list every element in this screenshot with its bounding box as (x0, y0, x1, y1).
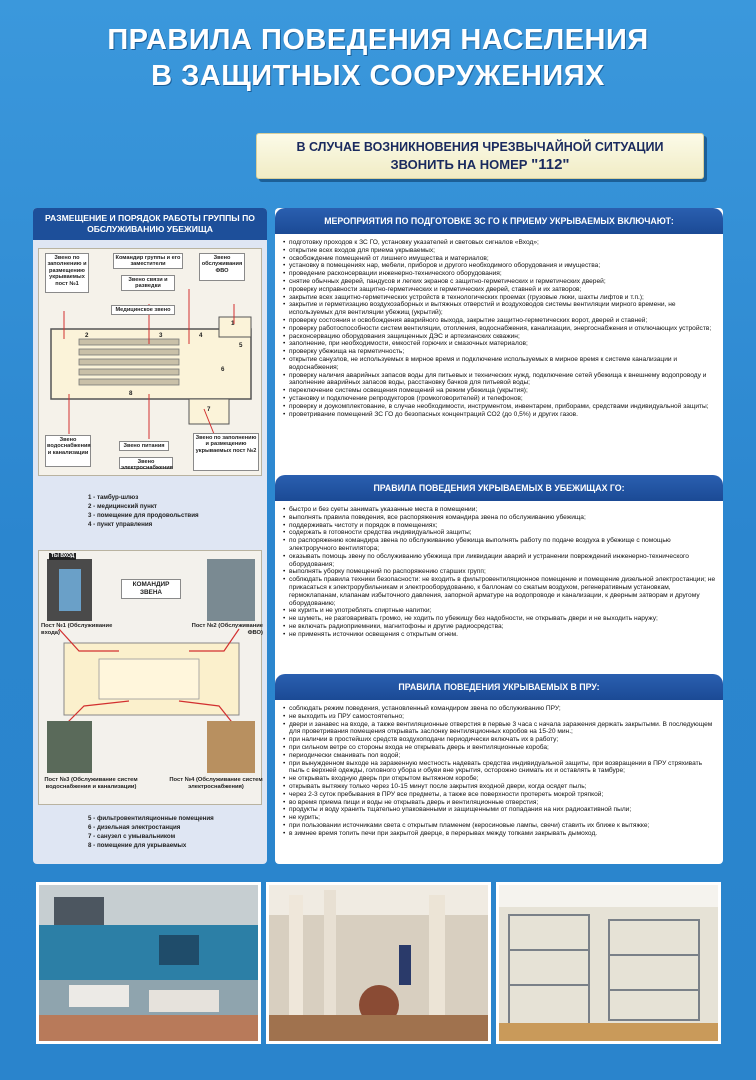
title-line-1: ПРАВИЛА ПОВЕДЕНИЯ НАСЕЛЕНИЯ (107, 24, 649, 56)
list-item: • открытие всех входов для приема укрываемых; (283, 247, 719, 255)
photo-classroom-image (39, 885, 258, 1041)
legend1-item: 1 - тамбур-шлюз (88, 494, 139, 501)
list-item: • проверку наличия аварийных запасов воды для питьевых и технических нужд, подключение сетей убежища к внешнему водопроводу и заполнение аварийных запасов воды, расстановку бачков для питьевой воды; (283, 372, 719, 388)
list-item: • по распоряжению командира звена по обслуживанию убежища выполнять работу по подаче воздуха в убежище с помощью электроручного вентилятора; (283, 537, 719, 553)
plan-number-1: 1 (231, 320, 235, 327)
list-item: • переключение системы освещения помещений на режим убежища (укрытия); (283, 387, 719, 395)
list-item: • расконсервацию оборудования защищенных ДЭС и артезианских скважин; (283, 333, 719, 341)
list-item: • в зимнее время топить печи при закрытой дверце, в перерывах между топками закрывать дымоход. (283, 830, 719, 838)
list-item: • закрытие всех защитно-герметических устройств в технологических проемах (грузовые люки, шахты лифтов и т.п.); (283, 294, 719, 302)
legend2-item: 5 - фильтровентиляционные помещения (88, 815, 214, 822)
photo-bunks (496, 882, 721, 1044)
plan-number-2: 2 (85, 332, 89, 339)
post-2-label: Пост №2 (Обслуживание ФВО) (191, 623, 263, 636)
box-commander: Командир группы и его заместители (113, 253, 183, 269)
plan-number-7: 7 (207, 406, 211, 413)
box-fvo: Звено обслуживания ФВО (199, 253, 245, 281)
list-item: • установку в помещениях нар, мебели, приборов и другого необходимого оборудования и имущества; (283, 262, 719, 270)
list-item: • закрытие и герметизацию воздухозаборных и вытяжных отверстий и воздуховодов системы вентиляции мирного времени, не используемых для вентиляции убежищ (укрытий); (283, 301, 719, 317)
left-panel-heading: РАЗМЕЩЕНИЕ И ПОРЯДОК РАБОТЫ ГРУППЫ ПО ОБСЛУЖИВАНИЮ УБЕЖИЩА (33, 208, 267, 240)
door-sign: ТЫ ВХОД (51, 553, 75, 559)
plan-number-5: 5 (239, 342, 243, 349)
box-post1: Звено по заполнению и размещению укрываемых пост №1 (45, 253, 89, 293)
legend2-item: 8 - помещение для укрываемых (88, 842, 187, 849)
section-3-heading: ПРАВИЛА ПОВЕДЕНИЯ УКРЫВАЕМЫХ В ПРУ: (275, 674, 723, 700)
list-item: • при наличии в простейших средств воздухоподачи периодически включать их в работу; (283, 736, 719, 744)
list-item: • проверку убежища на герметичность; (283, 348, 719, 356)
list-item: • не включать радиоприемники, магнитофоны и другие радиосредства; (283, 623, 719, 631)
list-item: • не курить и не употреблять спиртные напитки; (283, 607, 719, 615)
list-item: • содержать в готовности средства индивидуальной защиты; (283, 529, 719, 537)
banner-line-2 (257, 156, 703, 173)
post-1-label: Пост №1 (Обслуживание входа) (41, 623, 113, 636)
list-item: • через 2-3 суток пребывания в ПРУ все предметы, а также все поверхности протереть мокрой тряпкой; (283, 791, 719, 799)
photo-corridor (266, 882, 491, 1044)
left-panel (33, 208, 267, 864)
emergency-banner (256, 133, 704, 179)
section-1-list (283, 239, 719, 418)
shelter-floor-plan (38, 248, 262, 476)
list-item: • не применять источники освещения с открытым огнем. (283, 631, 719, 639)
list-item: • при вынужденном выходе на зараженную местность надевать средства индивидуальной защиты, при возвращении в ПРУ стряхивать пыль с верхней одежды, головного убора и обуви вне укрытия, осторожно снимать их и оставлять в тамбуре; (283, 760, 719, 776)
banner-call-text: ЗВОНИТЬ НА НОМЕР (390, 157, 528, 172)
box-food: Звено питания (119, 441, 169, 451)
list-item: • открывать вытяжку только через 10-15 минут после закрытия входной двери, когда осядет пыль; (283, 783, 719, 791)
list-item: • соблюдать режим поведения, установленный командиром звена по обслуживанию ПРУ; (283, 705, 719, 713)
list-item: • поддерживать чистоту и порядок в помещениях; (283, 522, 719, 530)
list-item: • выполнять уборку помещений по распоряжению старших групп; (283, 568, 719, 576)
box-post2: Звено по заполнению и размещению укрываемых пост №2 (193, 433, 259, 471)
post-4-label: Пост №4 (Обслуживание систем электроснабжения) (169, 777, 263, 790)
list-item: • быстро и без суеты занимать указанные места в помещении; (283, 506, 719, 514)
list-item: • не курить; (283, 814, 719, 822)
banner-line-1: В СЛУЧАЕ ВОЗНИКНОВЕНИЯ ЧРЕЗВЫЧАЙНОЙ СИТУАЦИИ (296, 140, 664, 154)
plan-number-4: 4 (199, 332, 203, 339)
section-2-list (283, 506, 719, 639)
box-water: Звено водоснабжения и канализации (45, 435, 91, 467)
list-item: • проверку работоспособности систем вентиляции, отопления, водоснабжения, канализации, энергоснабжения и отключающих устройств; (283, 325, 719, 333)
list-item: • проверку и доукомплектование, в случае необходимости, инструментом, инвентарем, приборами, средствами индивидуальной защиты; (283, 403, 719, 411)
post-3-label: Пост №3 (Обслуживание систем водоснабжения и канализации) (44, 777, 138, 790)
list-item: • подготовку проходов к ЗС ГО, установку указателей и световых сигналов «Вход»; (283, 239, 719, 247)
legend1-item: 2 - медицинский пункт (88, 503, 157, 510)
right-panel (275, 208, 723, 864)
commander-label: КОМАНДИР ЗВЕНА (121, 579, 181, 599)
plan-number-3: 3 (159, 332, 163, 339)
list-item: • двери и занавес на входе, а также вентиляционные отверстия в первые 3 часа с начала заражения держать закрытыми. В последующем для проветривания помещения открывать заслонку вентиляционных коробов на 15-20 мин.; (283, 721, 719, 737)
list-item: • при пользовании источниками света с открытым пламенем (керосиновые лампы, свечи) ставить их ближе к вытяжке; (283, 822, 719, 830)
posts-diagram (38, 550, 262, 805)
list-item: • соблюдать правила техники безопасности: не входить в фильтровентиляционное помещение и помещение дизельной электростанции; не прикасаться к электрорубильникам и электрооборудованию, к баллонам со сжатым воздухом, регенеративным установкам, гермоклапанам, клапанам избыточного давления, запорной арматуре на водопроводе и канализации, к дверным затворам и другому оборудованию; (283, 576, 719, 607)
list-item: • не выходить из ПРУ самостоятельно; (283, 713, 719, 721)
section-1-heading: МЕРОПРИЯТИЯ ПО ПОДГОТОВКЕ ЗС ГО К ПРИЕМУ УКРЫВАЕМЫХ ВКЛЮЧАЮТ: (275, 208, 723, 234)
section-2-heading: ПРАВИЛА ПОВЕДЕНИЯ УКРЫВАЕМЫХ В УБЕЖИЩАХ ГО: (275, 475, 723, 501)
page-title (0, 22, 756, 94)
list-item: • не шуметь, не разговаривать громко, не ходить по убежищу без надобности, не открывать двери и не выходить наружу; (283, 615, 719, 623)
list-item: • установку и подключение репродукторов (громкоговорителей) и телефонов; (283, 395, 719, 403)
list-item: • открытие санузлов, не используемых в мирное время и подключение используемых в мирное время к системе канализации и водоснабжения; (283, 356, 719, 372)
plan-number-6: 6 (221, 366, 225, 373)
list-item: • проветривание помещений ЗС ГО до безопасных концентраций СО2 (до 0,5%) и других газов. (283, 411, 719, 419)
list-item: • при сильном ветре со стороны входа не открывать дверь и вентиляционные короба; (283, 744, 719, 752)
list-item: • проверку исправности защитно-герметических и герметических дверей, ставней и их затворов; (283, 286, 719, 294)
legend1-item: 3 - помещение для продовольствия (88, 512, 199, 519)
photo-corridor-image (269, 885, 488, 1041)
list-item: • продукты и воду хранить тщательно упакованными и защищенными от попадания на них радиоактивной пыли; (283, 806, 719, 814)
box-medical: Медицинское звено (111, 305, 175, 315)
list-item: • снятие обычных дверей, пандусов и легких экранов с защитно-герметических и герметических дверей; (283, 278, 719, 286)
list-item: • не открывать входную дверь при открытом вытяжном коробе; (283, 775, 719, 783)
legend2-item: 6 - дизельная электростанция (88, 824, 181, 831)
plan-legend-2 (88, 814, 214, 850)
box-comms: Звено связи и разведки (121, 275, 175, 291)
legend2-item: 7 - санузел с умывальником (88, 833, 176, 840)
list-item: • проведение расконсервации инженерно-технического оборудования; (283, 270, 719, 278)
box-power: Звено электроснабжения (121, 459, 173, 472)
legend1-item: 4 - пункт управления (88, 521, 153, 528)
section-3-list (283, 705, 719, 838)
list-item: • во время приема пищи и воды не открывать дверь и вентиляционные отверстия; (283, 799, 719, 807)
list-item: • проверку состояния и освобождения аварийного выхода, закрытие защитно-герметических ворот, дверей и ставней; (283, 317, 719, 325)
banner-number: "112" (531, 156, 570, 173)
photo-bunks-image (499, 885, 718, 1041)
title-line-2: В ЗАЩИТНЫХ СООРУЖЕНИЯХ (151, 60, 605, 92)
photo-classroom (36, 882, 261, 1044)
list-item: • периодически сманивать пол водой; (283, 752, 719, 760)
list-item: • оказывать помощь звену по обслуживанию убежища при ликвидации аварий и устранении повреждений инженерно-технического оборудования; (283, 553, 719, 569)
list-item: • освобождение помещений от лишнего имущества и материалов; (283, 255, 719, 263)
plan-number-8: 8 (129, 390, 133, 397)
list-item: • заполнение, при необходимости, емкостей горючих и смазочных материалов; (283, 340, 719, 348)
list-item: • выполнять правила поведения, все распоряжения командира звена по обслуживанию убежища; (283, 514, 719, 522)
plan-legend-1 (88, 493, 199, 529)
